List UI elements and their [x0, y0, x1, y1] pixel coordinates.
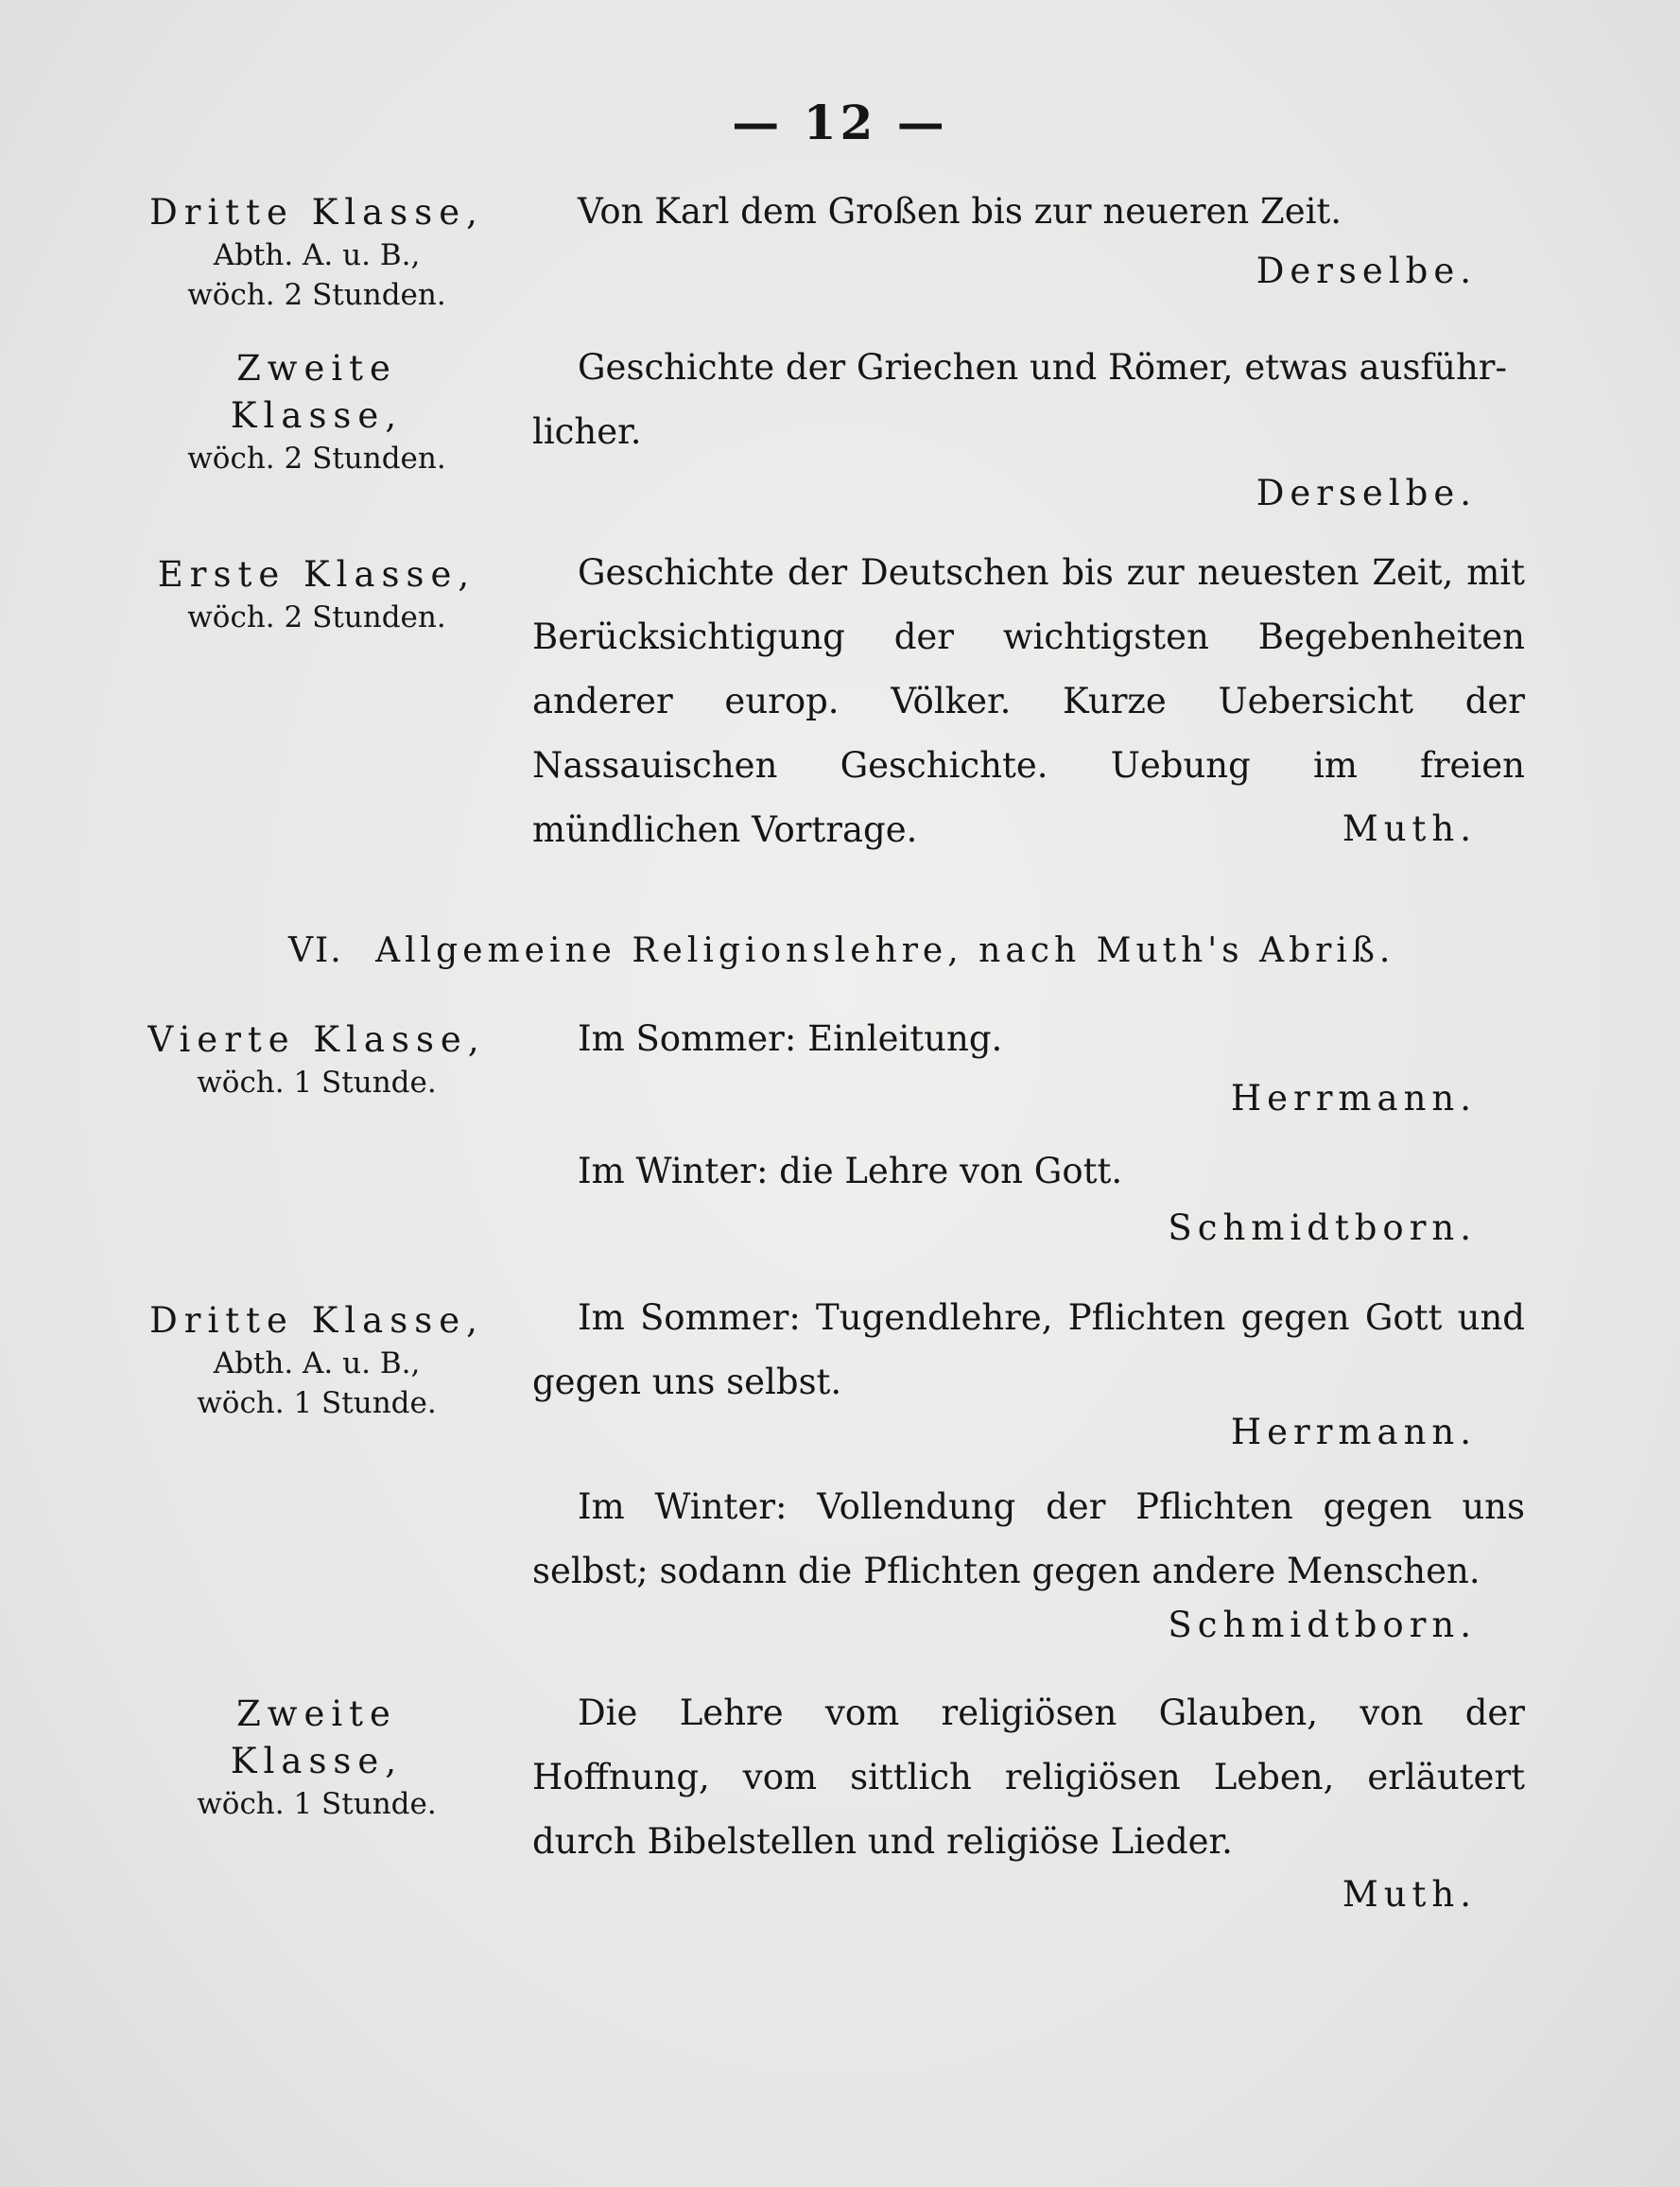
teacher-name: Muth.	[1342, 1874, 1477, 1915]
class-name: Dritte Klasse,	[149, 1300, 484, 1341]
teacher-name: Herrmann.	[1230, 1412, 1477, 1452]
section-title: Allgemeine Religionslehre,	[375, 931, 963, 970]
class-name: Vierte Klasse,	[147, 1019, 486, 1060]
paragraph: Im Winter: Vollendung der Pflichten gegen uns selbst; sodann die Pflichten gegen andere Menschen.	[532, 1486, 1525, 1591]
class-name: Zweite Klasse,	[230, 1693, 404, 1781]
teacher-name: Schmidtborn.	[1168, 1207, 1477, 1248]
class-label	[142, 345, 492, 479]
class-name: Dritte Klasse,	[149, 192, 484, 233]
paragraph: Geschichte der Griechen und Römer, etwas ausführ-	[578, 347, 1507, 388]
section-number: VI.	[288, 931, 343, 970]
subject-text	[532, 1286, 1525, 1415]
class-detail: wöch. 2 Stunden.	[187, 277, 446, 312]
teacher-name: Derselbe.	[1256, 473, 1477, 513]
class-label	[142, 1691, 492, 1825]
paragraph-continuation: licher.	[532, 411, 642, 452]
subject-text	[532, 180, 1525, 244]
subject-text	[532, 1007, 1525, 1071]
subject-text	[532, 336, 1525, 464]
class-detail: Abth. A. u. B.,	[213, 237, 421, 272]
teacher-name: Derselbe.	[1256, 251, 1477, 291]
class-name: Zweite Klasse,	[230, 348, 404, 436]
teacher-name: Schmidtborn.	[1168, 1605, 1477, 1645]
class-detail: wöch. 2 Stunden.	[187, 599, 446, 634]
paragraph: Von Karl dem Großen bis zur neueren Zeit.	[578, 191, 1342, 232]
class-label	[142, 1297, 492, 1424]
subject-text	[532, 1475, 1525, 1604]
subject-text	[532, 1681, 1525, 1874]
class-detail: wöch. 1 Stunde.	[197, 1385, 437, 1420]
teacher-name: Herrmann.	[1230, 1078, 1477, 1119]
class-label	[142, 189, 492, 316]
paragraph: Im Sommer: Tugendlehre, Pflichten gegen Gott und gegen uns selbst.	[532, 1297, 1525, 1402]
section-suffix: nach Muth's Abriß.	[979, 931, 1395, 970]
class-detail: Abth. A. u. B.,	[213, 1345, 421, 1380]
page-number: — 12 —	[732, 95, 948, 150]
class-detail: wöch. 1 Stunde.	[197, 1786, 437, 1821]
paragraph: Im Winter: die Lehre von Gott.	[578, 1151, 1123, 1191]
class-detail: wöch. 1 Stunde.	[197, 1065, 437, 1100]
paragraph: Geschichte der Deutschen bis zur neuesten Zeit, mit Berücksichtigung der wichtigsten Begebenheiten anderer europ. Völker. Kurze Uebersicht der Nassauischen Geschichte. Uebung im freien mündlichen Vortrage.	[532, 552, 1525, 850]
paragraph: Die Lehre vom religiösen Glauben, von der Hoffnung, vom sittlich religiösen Leben, erläutert durch Bibelstellen und religiöse Lieder.	[532, 1692, 1525, 1862]
subject-text	[532, 1139, 1525, 1204]
teacher-name: Muth.	[1342, 808, 1477, 849]
class-name: Erste Klasse,	[157, 554, 476, 595]
class-detail: wöch. 2 Stunden.	[187, 441, 446, 476]
section-heading	[288, 931, 1517, 970]
class-label	[142, 1016, 492, 1103]
paragraph: Im Sommer: Einleitung.	[578, 1018, 1003, 1059]
class-label	[142, 551, 492, 638]
